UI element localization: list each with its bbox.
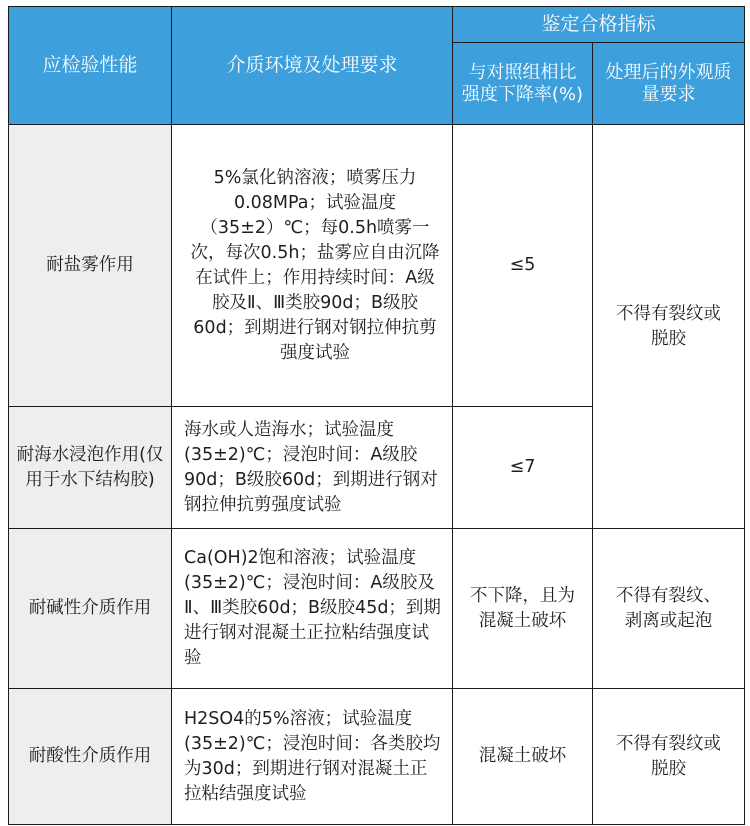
header-indicators-group: 鉴定合格指标: [453, 7, 745, 43]
cell-environment: 5%氯化钠溶液；喷雾压力0.08MPa；试验温度（35±2）℃；每0.5h喷雾一次，每次0.5h；盐雾应自由沉降在试件上；作用持续时间：A级胶及Ⅱ、Ⅲ类胶90d；B级胶60d；到期进行钢对钢拉伸抗剪强度试验: [172, 125, 453, 407]
cell-appearance-merged: 不得有裂纹或脱胶: [593, 125, 745, 529]
header-appearance: 处理后的外观质量要求: [593, 43, 745, 125]
cell-environment: 海水或人造海水；试验温度(35±2)℃；浸泡时间：A级胶90d；B级胶60d；到期进行钢对钢拉伸抗剪强度试验: [172, 407, 453, 529]
cell-performance: 耐海水浸泡作用(仅用于水下结构胶): [9, 407, 172, 529]
header-strength-decline: 与对照组相比强度下降率(%): [453, 43, 593, 125]
header-performance: 应检验性能: [9, 7, 172, 125]
cell-strength: ≤5: [453, 125, 593, 407]
table-row: [9, 125, 745, 407]
table-row: [9, 689, 745, 825]
table-row: [9, 529, 745, 689]
cell-performance: 耐碱性介质作用: [9, 529, 172, 689]
cell-environment: Ca(OH)2饱和溶液；试验温度(35±2)℃；浸泡时间：A级胶及Ⅱ、Ⅲ类胶60d；B级胶45d；到期进行钢对混凝土正拉粘结强度试验: [172, 529, 453, 689]
header-environment: 介质环境及处理要求: [172, 7, 453, 125]
cell-performance: 耐盐雾作用: [9, 125, 172, 407]
header-row-1: [9, 7, 745, 43]
cell-strength: 混凝土破坏: [453, 689, 593, 825]
cell-strength: ≤7: [453, 407, 593, 529]
cell-environment: H2SO4的5%溶液；试验温度(35±2)℃；浸泡时间：各类胶均为30d；到期进行钢对混凝土正拉粘结强度试验: [172, 689, 453, 825]
qualification-table: [8, 6, 745, 825]
cell-performance: 耐酸性介质作用: [9, 689, 172, 825]
cell-appearance: 不得有裂纹或脱胶: [593, 689, 745, 825]
cell-strength: 不下降，且为混凝土破坏: [453, 529, 593, 689]
cell-appearance: 不得有裂纹、剥离或起泡: [593, 529, 745, 689]
